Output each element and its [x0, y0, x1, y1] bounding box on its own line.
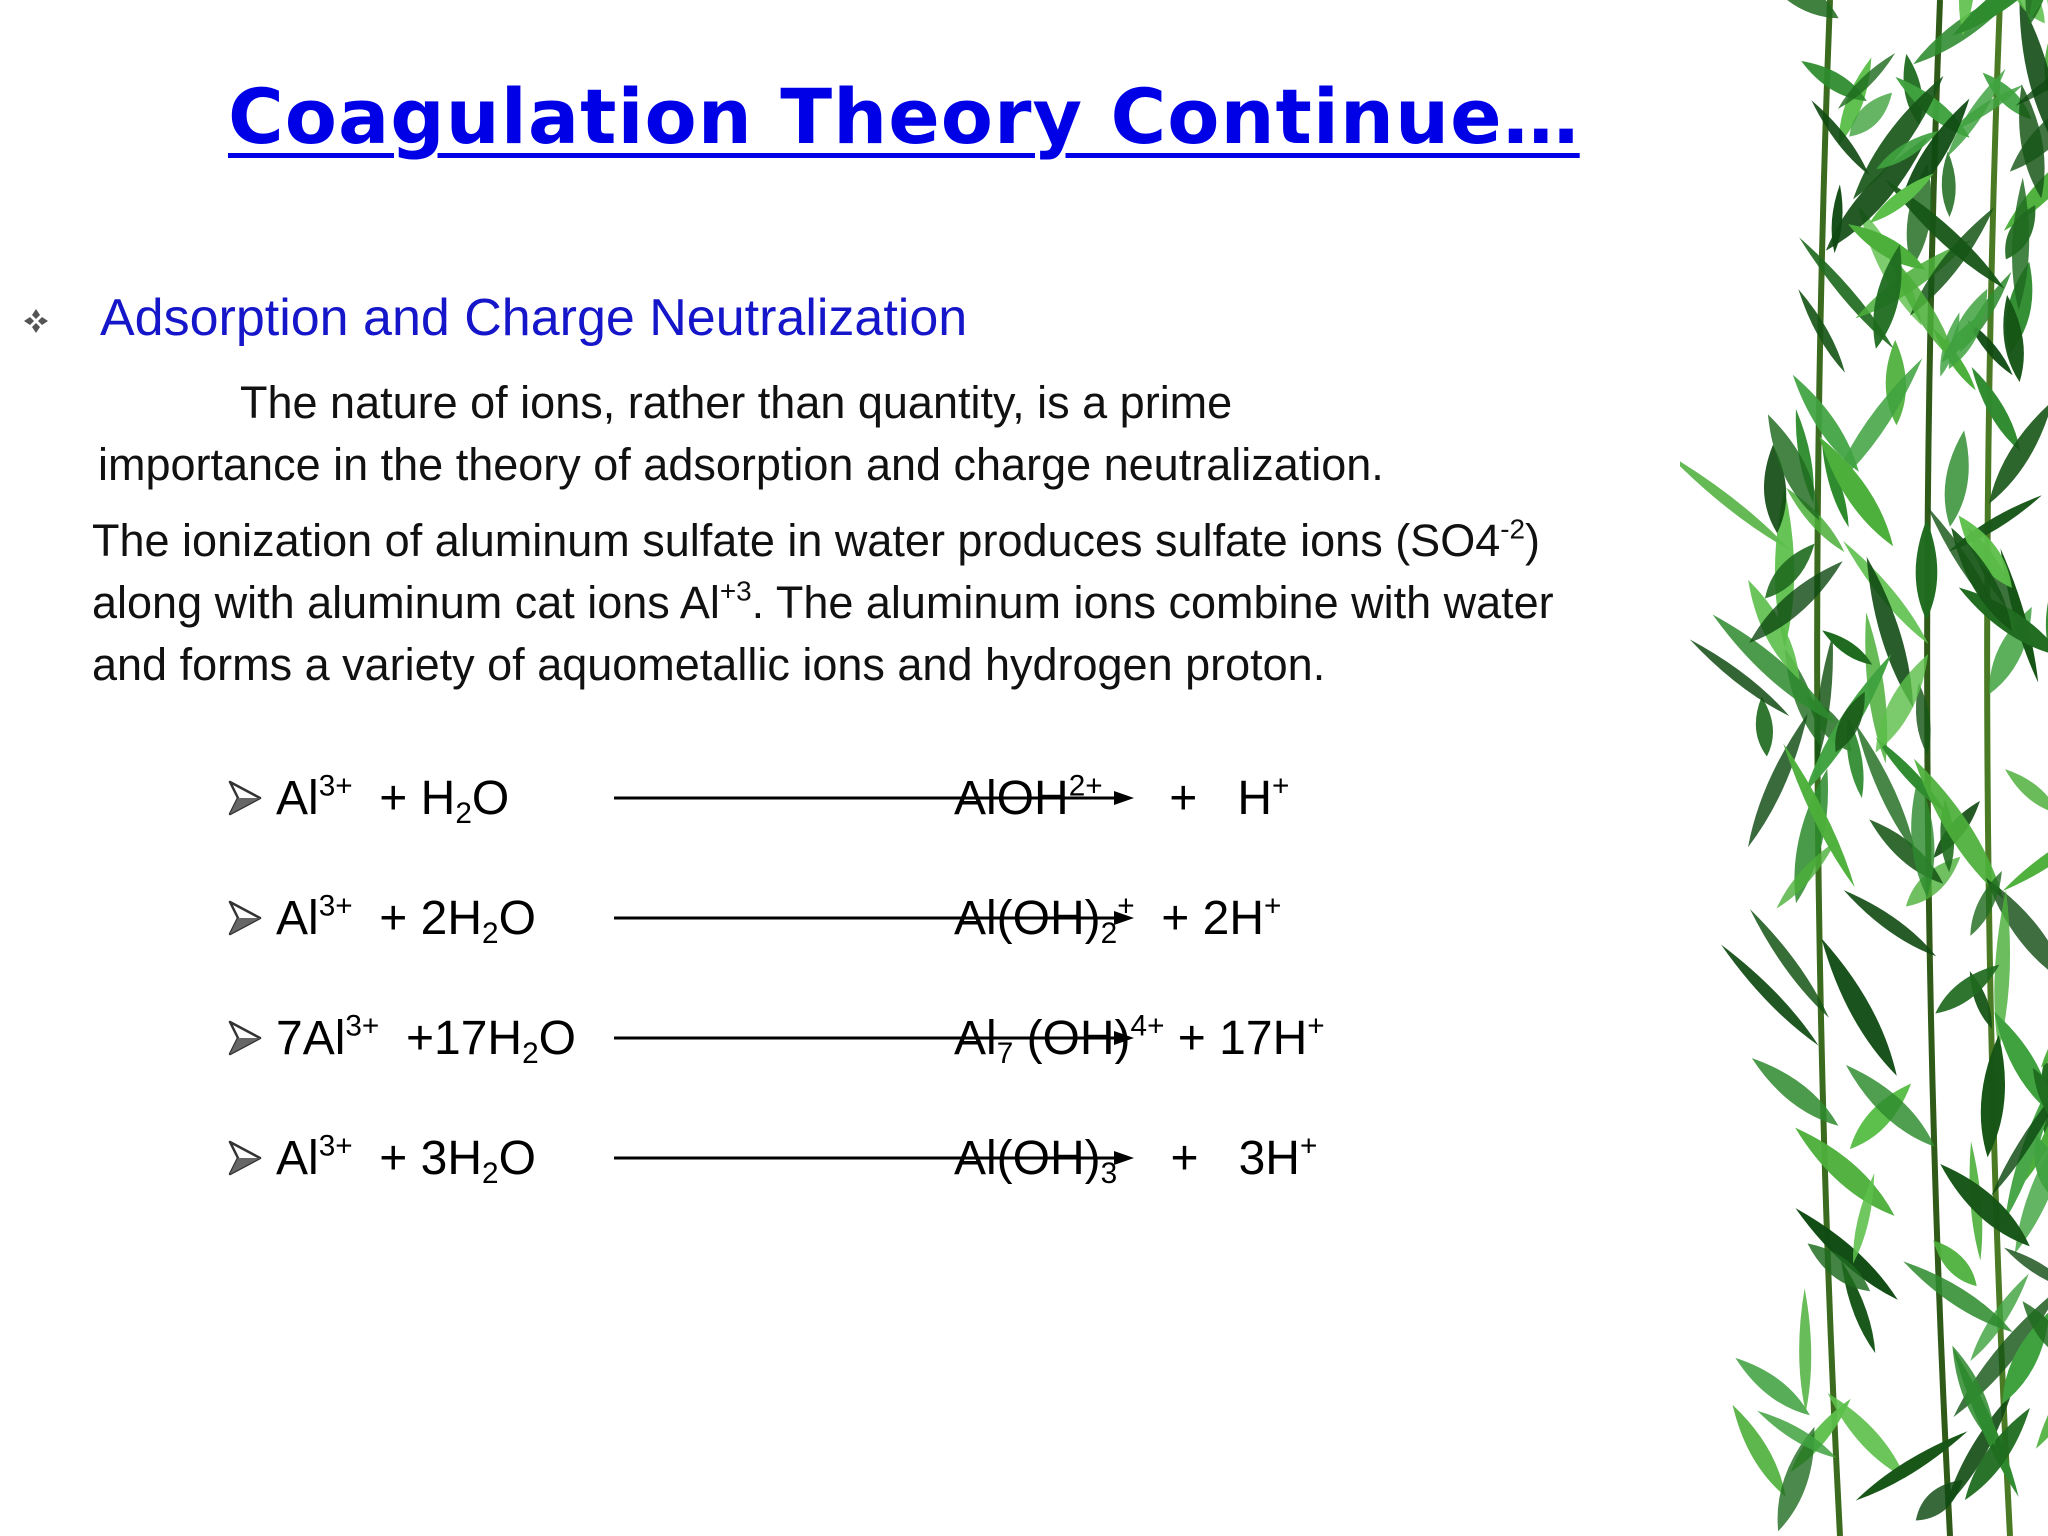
bamboo-leaves-image: [1680, 0, 2048, 1536]
equation-row: [226, 1124, 1426, 1194]
slide-title: Coagulation Theory Continue…: [228, 72, 1580, 161]
equation-products: [954, 764, 1289, 834]
section-heading-row: [22, 288, 967, 348]
formula-text: Al: [276, 772, 319, 825]
formula-text: Al: [276, 892, 319, 945]
arrow-bullet-icon: [226, 1018, 264, 1058]
equation-reactants: [276, 764, 509, 834]
formula-text: Al: [954, 1012, 997, 1065]
paragraph1-line1: The nature of ions, rather than quantity, is a prime: [240, 377, 1233, 428]
charge-superscript: 4+: [1130, 1009, 1165, 1043]
diamond-bullet-icon: [22, 307, 50, 335]
equation-row: [226, 764, 1426, 834]
arrow-bullet-icon: [226, 898, 264, 938]
formula-text: O: [498, 1132, 536, 1185]
paragraph2-text-a: The ionization of aluminum sulfate in water produces sulfate ions (SO4: [92, 515, 1501, 566]
section-heading: Adsorption and Charge Neutralization: [100, 289, 968, 347]
formula-text: + H: [1102, 772, 1272, 825]
equation-products: [954, 1124, 1317, 1194]
paragraph1-line2: importance in the theory of adsorption and charge neutralization.: [98, 439, 1384, 490]
formula-text: AlOH: [954, 772, 1069, 825]
aluminum-charge: +3: [719, 575, 752, 607]
equation-products: [954, 884, 1281, 954]
formula-text: + 2H: [352, 892, 483, 945]
arrow-bullet-icon: [226, 1138, 264, 1178]
charge-superscript: +: [1272, 769, 1290, 803]
formula-text: + 3H: [352, 1132, 483, 1185]
formula-text: Al: [276, 1132, 319, 1185]
subscript: 2: [482, 1156, 499, 1190]
formula-text: 7Al: [276, 1012, 346, 1065]
equation-products: [954, 1004, 1325, 1074]
equation-row: [226, 1004, 1426, 1074]
charge-superscript: +: [1117, 889, 1135, 923]
equation-row: [226, 884, 1426, 954]
formula-text: +17H: [379, 1012, 523, 1065]
formula-text: + 17H: [1164, 1012, 1308, 1065]
subscript: 3: [1100, 1156, 1118, 1190]
formula-text: Al(OH): [954, 892, 1101, 945]
paragraph-nature-of-ions: [98, 372, 1578, 496]
subscript: 7: [996, 1036, 1014, 1070]
charge-superscript: +: [1299, 1129, 1318, 1163]
formula-text: + H: [352, 772, 456, 825]
equation-reactants: [276, 1124, 536, 1194]
charge-superscript: +: [1263, 889, 1282, 923]
subscript: 2: [522, 1036, 539, 1070]
paragraph-ionization: [92, 510, 1612, 696]
subscript: 2: [1100, 916, 1118, 950]
charge-superscript: 3+: [318, 1129, 353, 1163]
charge-superscript: 3+: [318, 889, 353, 923]
formula-text: (OH): [1013, 1012, 1131, 1065]
formula-text: + 3H: [1117, 1132, 1300, 1185]
equation-reactants: [276, 1004, 576, 1074]
charge-superscript: 2+: [1068, 769, 1103, 803]
subscript: 2: [482, 916, 499, 950]
sulfate-charge: -2: [1500, 513, 1526, 545]
formula-text: + 2H: [1134, 892, 1264, 945]
arrow-bullet-icon: [226, 778, 264, 818]
formula-text: O: [538, 1012, 576, 1065]
paragraph2-text-b: ) along with aluminum cat ions Al: [92, 515, 1541, 628]
formula-text: O: [498, 892, 536, 945]
charge-superscript: +: [1307, 1009, 1325, 1043]
charge-superscript: 3+: [318, 769, 353, 803]
equation-reactants: [276, 884, 536, 954]
formula-text: Al(OH): [954, 1132, 1101, 1185]
subscript: 2: [455, 796, 472, 830]
paragraph2-text-c: . The aluminum ions combine with water and forms a variety of aquometallic ions and hydrogen proton.: [92, 577, 1554, 690]
formula-text: O: [471, 772, 510, 825]
charge-superscript: 3+: [345, 1009, 380, 1043]
